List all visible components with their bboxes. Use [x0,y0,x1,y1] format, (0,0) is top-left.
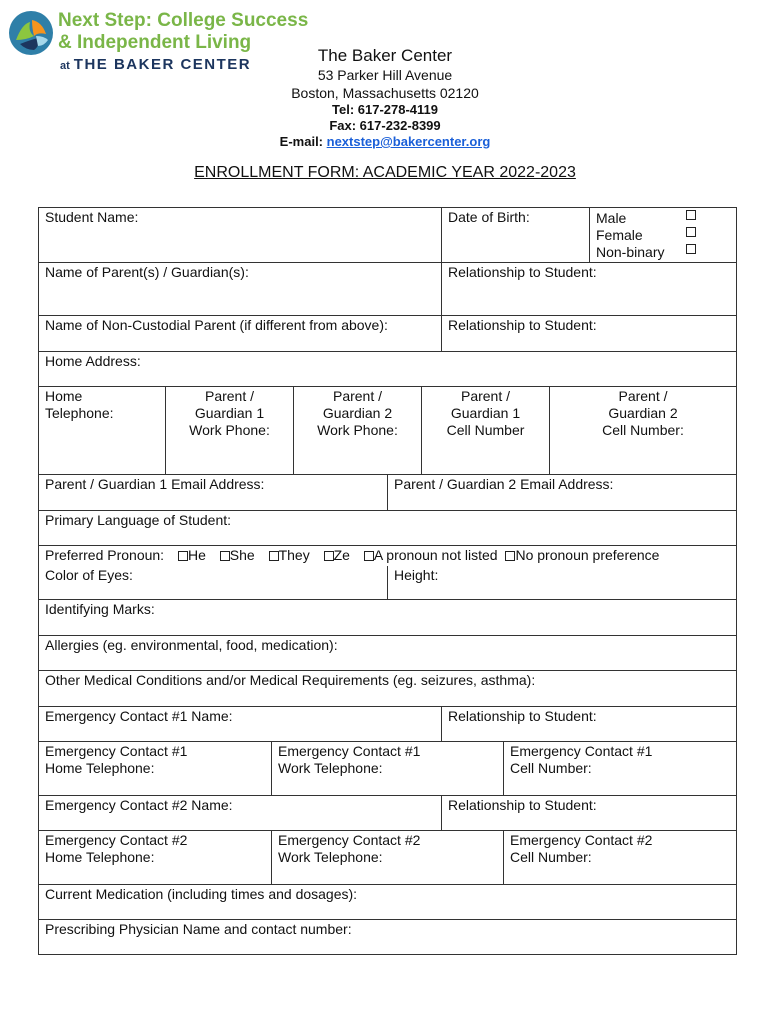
pg1-cell-label-3: Cell Number [446,422,525,438]
relationship-field-1[interactable] [442,263,736,316]
email-line [0,134,770,149]
cell-number-label: Cell Number: [510,849,592,865]
relationship-label: Relationship to Student: [448,264,597,280]
checkbox-icon[interactable] [505,551,515,561]
pronoun-ze[interactable] [324,547,350,563]
work-telephone-label: Work Telephone: [278,760,383,776]
ec2-label: Emergency Contact #2 [278,832,421,848]
org-name: The Baker Center [317,46,453,65]
address-line2: Boston, Massachusetts 02120 [291,85,479,101]
gender-female-label: Female [596,227,643,243]
logo-at: at [60,60,70,72]
checkbox-icon[interactable] [269,551,279,561]
dob-field[interactable] [442,208,590,263]
pronoun-not-listed-label: A pronoun not listed [373,547,498,563]
parent-names-label: Name of Parent(s) / Guardian(s): [45,264,249,280]
allergies-label: Allergies (eg. environmental, food, medication): [45,637,338,653]
home-telephone-label: Home Telephone: [45,760,155,776]
gender-male-label: Male [596,210,627,226]
logo-title-line1: Next Step: College Success [58,10,309,31]
relationship-label: Relationship to Student: [448,708,597,724]
pronoun-label: Preferred Pronoun: [45,547,165,563]
relationship-label: Relationship to Student: [448,797,597,813]
ec1-home-phone-field[interactable] [39,742,272,796]
pronoun-he-label: He [187,547,206,563]
checkbox-icon[interactable] [686,210,696,220]
home-address-label: Home Address: [45,353,141,369]
address-line1: 53 Parker Hill Avenue [317,67,453,83]
allergies-field[interactable] [39,636,736,671]
pg2-cell-label-2: Guardian 2 [608,405,678,421]
pg2-work-label-2: Guardian 2 [322,405,393,421]
home-address-field[interactable] [39,352,736,387]
ec2-relationship-field[interactable] [442,796,736,831]
identifying-marks-label: Identifying Marks: [45,601,155,617]
eye-color-label: Color of Eyes: [45,567,133,583]
pronoun-row [39,546,736,566]
pg1-cell-field[interactable] [422,387,550,475]
checkbox-icon[interactable] [178,551,188,561]
checkbox-icon[interactable] [686,227,696,237]
pronoun-he[interactable] [178,547,206,563]
ec2-label: Emergency Contact #2 [510,832,653,848]
pg1-email-label: Parent / Guardian 1 Email Address: [45,476,265,492]
email-link[interactable]: nextstep@bakercenter.org [326,134,491,149]
pg2-cell-label-1: Parent / [618,388,668,404]
ec1-cell-field[interactable] [504,742,736,796]
gender-nonbinary[interactable] [596,244,696,261]
medication-label: Current Medication (including times and dosages): [45,886,358,902]
ec2-cell-field[interactable] [504,831,736,885]
pg2-work-label-3: Work Phone: [317,422,398,438]
ec1-name-field[interactable] [39,707,442,742]
cell-number-label: Cell Number: [510,760,592,776]
pg1-work-label-3: Work Phone: [189,422,270,438]
pg2-cell-label-3: Cell Number: [602,422,684,438]
parent-names-field[interactable] [39,263,442,316]
pg2-work-label-1: Parent / [332,388,383,404]
ec2-name-label: Emergency Contact #2 Name: [45,797,233,813]
pg2-work-phone-field[interactable] [294,387,422,475]
ec2-work-phone-field[interactable] [272,831,504,885]
dob-label: Date of Birth: [448,209,530,225]
pg1-work-label-2: Guardian 1 [194,405,265,421]
checkbox-icon[interactable] [686,244,696,254]
ec1-name-label: Emergency Contact #1 Name: [45,708,233,724]
pg1-work-phone-field[interactable] [166,387,294,475]
pronoun-she[interactable] [220,547,255,563]
pronoun-they[interactable] [269,547,310,563]
physician-field[interactable] [39,920,736,954]
telephone: Tel: 617-278-4119 [332,102,438,117]
noncustodial-field[interactable] [39,316,442,352]
pronoun-no-preference[interactable] [505,547,659,563]
ec1-relationship-field[interactable] [442,707,736,742]
enrollment-form [38,207,737,955]
pronoun-no-preference-label: No pronoun preference [515,547,660,563]
medical-conditions-field[interactable] [39,671,736,707]
pronoun-they-label: They [278,547,310,563]
pg2-email-label: Parent / Guardian 2 Email Address: [394,476,614,492]
fax: Fax: 617-232-8399 [329,118,441,133]
ec2-home-phone-field[interactable] [39,831,272,885]
eye-color-field[interactable] [39,566,388,600]
height-label: Height: [394,567,439,583]
checkbox-icon[interactable] [364,551,374,561]
ec2-label: Emergency Contact #2 [45,832,188,848]
pg1-cell-label-1: Parent / [460,388,511,404]
form-title: ENROLLMENT FORM: ACADEMIC YEAR 2022-2023 [194,164,576,181]
pg2-email-field[interactable] [388,475,736,511]
ec1-work-phone-field[interactable] [272,742,504,796]
relationship-label: Relationship to Student: [448,317,597,333]
email-label: E-mail: [279,134,327,149]
gender-male[interactable] [596,210,696,227]
identifying-marks-field[interactable] [39,600,736,636]
gender-options [590,208,736,263]
student-name-field[interactable] [39,208,442,263]
pronoun-not-listed[interactable] [364,547,498,563]
ec1-label: Emergency Contact #1 [510,743,653,759]
home-telephone-label: Home Telephone: [45,849,155,865]
gender-female[interactable] [596,227,696,244]
home-tel-label-2: Telephone: [45,405,114,421]
logo-center-name: THE BAKER CENTER [73,56,252,73]
pg1-email-field[interactable] [39,475,388,511]
medical-conditions-label: Other Medical Conditions and/or Medical Requirements (eg. seizures, asthma): [45,672,536,688]
work-telephone-label: Work Telephone: [278,849,383,865]
student-name-label: Student Name: [45,209,139,225]
home-tel-label-1: Home [45,388,83,404]
noncustodial-label: Name of Non-Custodial Parent (if different from above): [45,317,388,333]
pronoun-she-label: She [229,547,255,563]
gender-nonbinary-label: Non-binary [596,244,665,260]
ec2-name-field[interactable] [39,796,442,831]
height-field[interactable] [388,566,736,600]
primary-language-field[interactable] [39,511,736,546]
pg1-work-label-1: Parent / [204,388,255,404]
ec1-label: Emergency Contact #1 [278,743,421,759]
ec1-label: Emergency Contact #1 [45,743,188,759]
pronoun-ze-label: Ze [333,547,350,563]
logo-title-line2: & Independent Living [58,32,252,53]
home-telephone-field[interactable] [39,387,166,475]
primary-language-label: Primary Language of Student: [45,512,232,528]
medication-field[interactable] [39,885,736,920]
pg2-cell-field[interactable] [550,387,736,475]
checkbox-icon[interactable] [324,551,334,561]
relationship-field-2[interactable] [442,316,736,352]
physician-label: Prescribing Physician Name and contact number: [45,921,352,937]
checkbox-icon[interactable] [220,551,230,561]
pg1-cell-label-2: Guardian 1 [450,405,521,421]
